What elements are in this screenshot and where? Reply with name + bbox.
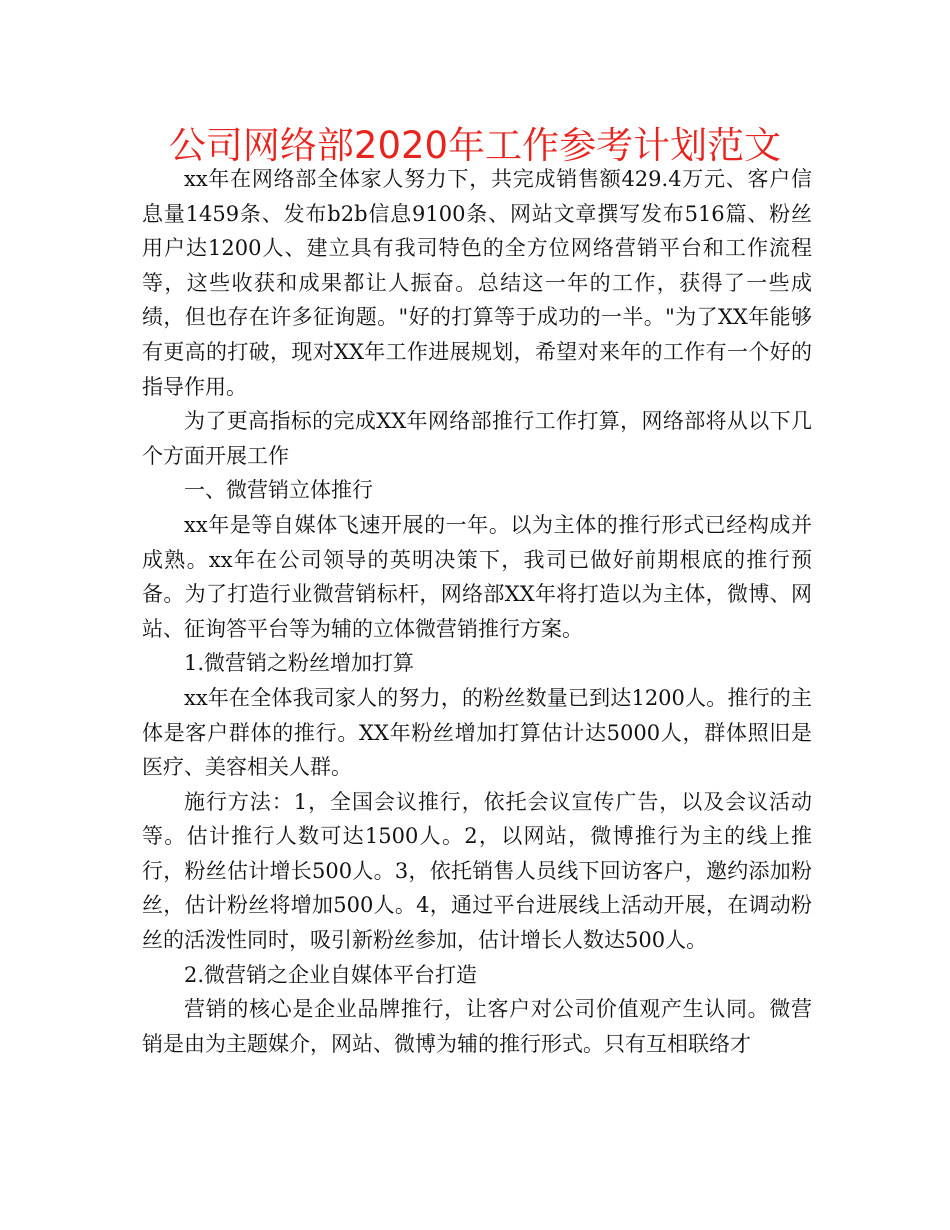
paragraph-fans-plan: xx年在全体我司家人的努力，的粉丝数量已到达1200人。推行的主体是客户群体的推行。XX年粉丝增加打算估计达5000人，群体照旧是医疗、美容相关人群。 <box>142 685 812 780</box>
paragraph-summary: xx年在网络部全体家人努力下，共完成销售额429.4万元、客户信息量1459条、发布b2b信息9100条、网站文章撰写发布516篇、粉丝用户达1200人、建立具有我司特色的全方位网络营销平台和工作流程等，这些收获和成果都让人振奋。总结这一年的工作，获得了一些成绩，但也存在许多征询题。"好的打算等于成功的一半。"为了XX年能够有更高的打破，现对XX年工作进展规划，希望对来年的工作有一个好的指导作用。 <box>142 167 812 399</box>
paragraph-section-1: xx年是等自媒体飞速开展的一年。以为主体的推行形式已经构成并成熟。xx年在公司领导的英明决策下，我司已做好前期根底的推行预备。为了打造行业微营销标杆，网络部XX年将打造以为主体，微博、网站、征询答平台等为辅的立体微营销推行方案。 <box>142 512 812 641</box>
subsection-heading-1: 1.微营销之粉丝增加打算 <box>184 651 415 676</box>
subsection-heading-2: 2.微营销之企业自媒体平台打造 <box>184 962 478 987</box>
paragraph-intro: 为了更高指标的完成XX年网络部推行工作打算，网络部将从以下几个方面开展工作 <box>142 409 812 468</box>
paragraph-platform: 营销的核心是企业品牌推行，让客户对公司价值观产生认同。微营销是由为主题媒介，网站、微博为辅的推行形式。只有互相联络才 <box>142 997 812 1056</box>
paragraph-methods: 施行方法：1，全国会议推行，依托会议宣传广告，以及会议活动等。估计推行人数可达1500人。2，以网站，微博推行为主的线上推行，粉丝估计增长500人。3，依托销售人员线下回访客户，邀约添加粉丝，估计粉丝将增加500人。4，通过平台进展线上活动开展，在调动粉丝的活泼性同时，吸引新粉丝参加，估计增长人数达500人。 <box>142 789 812 953</box>
document-title: 公司网络部2020年工作参考计划范文 <box>168 124 782 167</box>
section-heading-1: 一、微营销立体推行 <box>184 478 373 503</box>
document-body <box>142 162 812 1061</box>
